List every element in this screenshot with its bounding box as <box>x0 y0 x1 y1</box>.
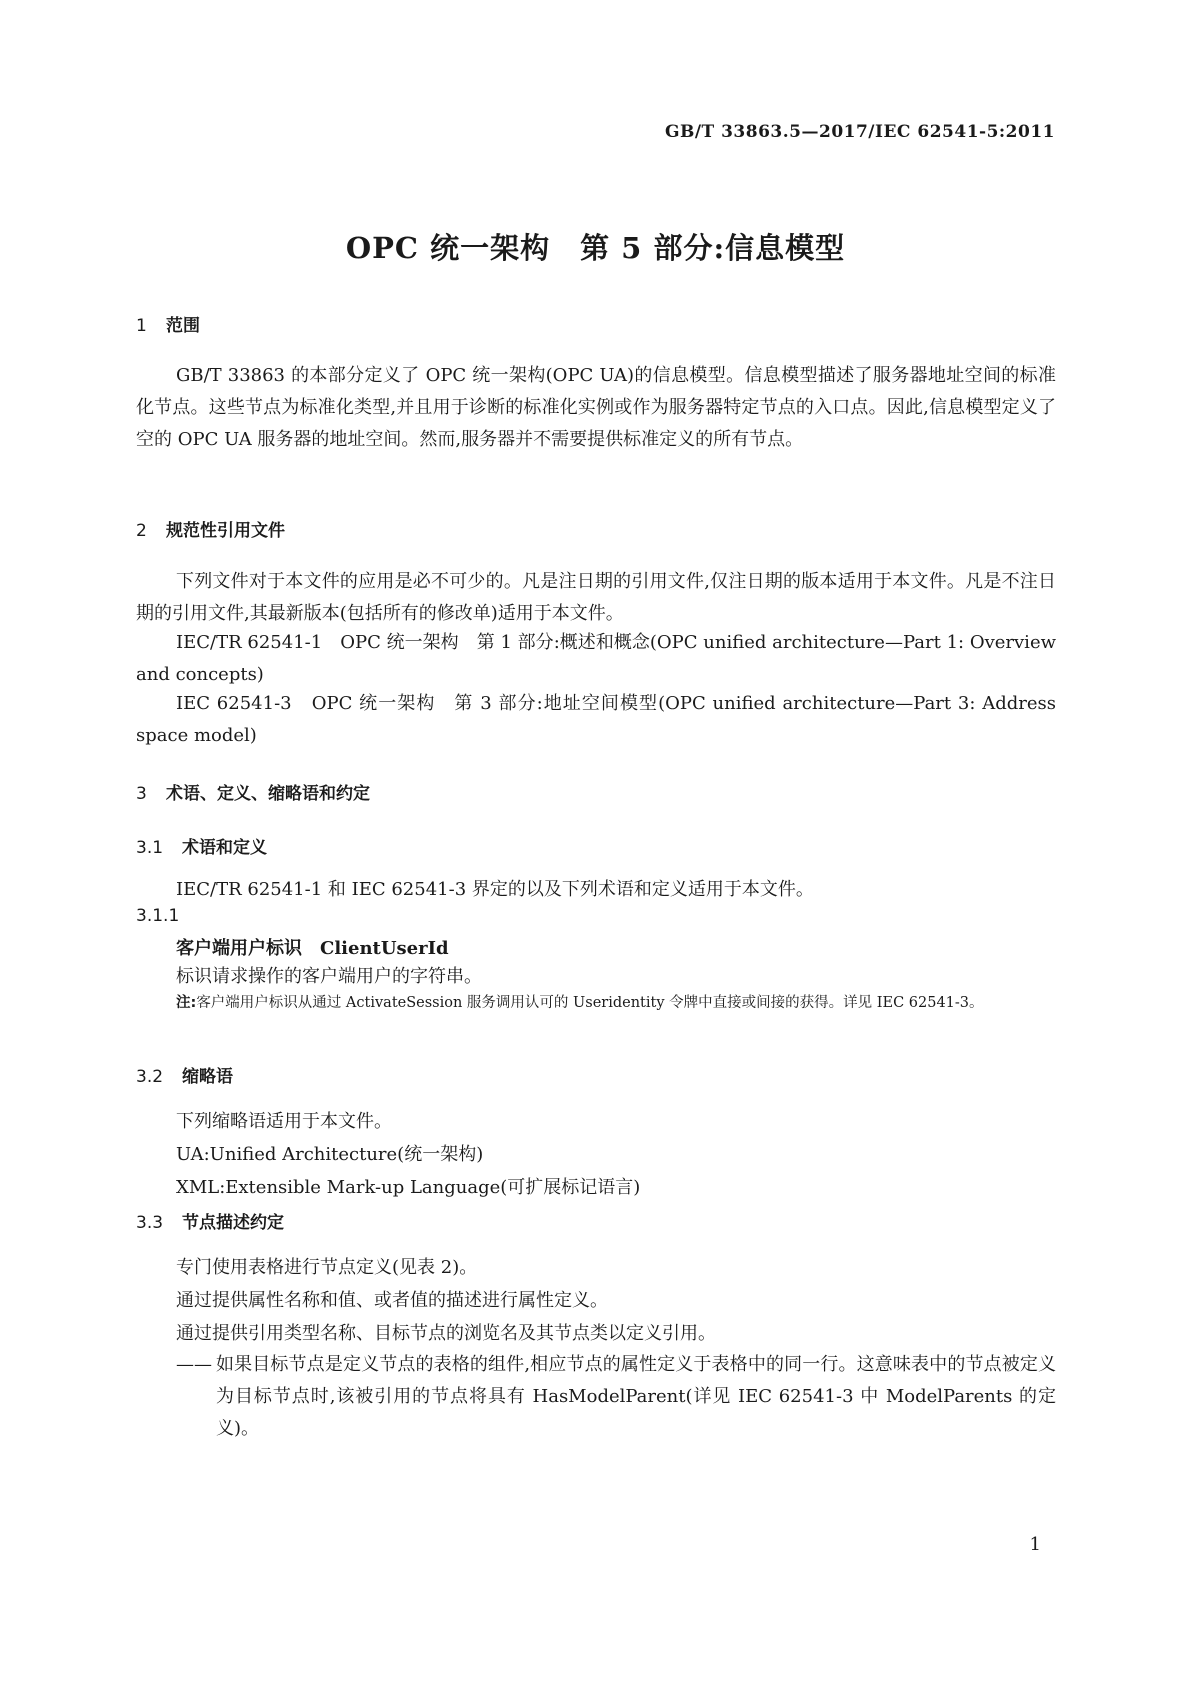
section-number: 1 <box>136 316 147 336</box>
section-number: 3.1 <box>136 838 164 858</box>
bullet-text: 如果目标节点是定义节点的表格的组件,相应节点的属性定义于表格中的同一行。这意味表中的节点被定义为目标节点时,该被引用的节点将具有 HasModelParent(详见 IEC 62541-3 中 ModelParents 的定义)。 <box>216 1354 1056 1439</box>
section-3-3-heading <box>136 1208 284 1233</box>
paragraph: GB/T 33863 的本部分定义了 OPC 统一架构(OPC UA)的信息模型。信息模型描述了服务器地址空间的标准化节点。这些节点为标准化类型,并且用于诊断的标准化实例或作为服务器特定节点的入口点。因此,信息模型定义了空的 OPC UA 服务器的地址空间。然而,服务器并不需要提供标准定义的所有节点。 <box>136 365 1056 450</box>
section-2-heading <box>136 516 285 541</box>
note-text: 客户端用户标识从通过 ActivateSession 服务调用认可的 Useridentity 令牌中直接或间接的获得。详见 IEC 62541-3。 <box>196 995 984 1011</box>
section-number: 3.2 <box>136 1067 164 1087</box>
dash-marker: —— <box>176 1354 212 1375</box>
section-3-1-heading <box>136 833 267 858</box>
abbreviations-intro: 下列缩略语适用于本文件。 <box>176 1111 392 1132</box>
section-number: 3.3 <box>136 1213 164 1233</box>
abbreviation-item: XML:Extensible Mark-up Language(可扩展标记语言) <box>176 1177 641 1198</box>
convention-bullet <box>176 1349 1056 1445</box>
section-3-2-heading <box>136 1062 233 1087</box>
section-title: 术语和定义 <box>182 838 267 858</box>
section-title: 规范性引用文件 <box>166 521 285 541</box>
section-number: 2 <box>136 521 147 541</box>
section-title: 范围 <box>166 316 200 336</box>
section-title: 节点描述约定 <box>182 1213 284 1233</box>
section-2-body <box>136 566 1056 752</box>
section-number: 3 <box>136 784 147 804</box>
section-title: 缩略语 <box>182 1067 233 1087</box>
terms-intro: IEC/TR 62541-1 和 IEC 62541-3 界定的以及下列术语和定义适用于本文件。 <box>176 879 814 900</box>
convention-line: 专门使用表格进行节点定义(见表 2)。 <box>176 1257 478 1278</box>
abbreviation-item: UA:Unified Architecture(统一架构) <box>176 1144 484 1165</box>
convention-line: 通过提供引用类型名称、目标节点的浏览名及其节点类以定义引用。 <box>176 1323 716 1344</box>
section-title: 术语、定义、缩略语和约定 <box>166 784 370 804</box>
reference-item: IEC 62541-3 OPC 统一架构 第 3 部分:地址空间模型(OPC unified architecture—Part 3: Address space model) <box>136 693 1056 746</box>
term-definition: 标识请求操作的客户端用户的字符串。 <box>176 966 482 987</box>
convention-line: 通过提供属性名称和值、或者值的描述进行属性定义。 <box>176 1290 608 1311</box>
document-title: OPC 统一架构 第 5 部分:信息模型 <box>345 231 846 265</box>
term-name: 客户端用户标识 ClientUserId <box>176 938 449 959</box>
page-number: 1 <box>1029 1534 1041 1555</box>
term-note <box>176 990 1056 1016</box>
section-1-body <box>136 360 1056 456</box>
note-label: 注: <box>176 995 197 1011</box>
paragraph: 下列文件对于本文件的应用是必不可少的。凡是注日期的引用文件,仅注日期的版本适用于本文件。凡是不注日期的引用文件,其最新版本(包括所有的修改单)适用于本文件。 <box>136 571 1056 624</box>
term-number: 3.1.1 <box>136 906 180 926</box>
reference-item: IEC/TR 62541-1 OPC 统一架构 第 1 部分:概述和概念(OPC unified architecture—Part 1: Overview and concepts) <box>136 632 1056 685</box>
section-1-heading <box>136 311 200 336</box>
section-3-heading <box>136 779 370 804</box>
standard-number: GB/T 33863.5—2017/IEC 62541-5:2011 <box>664 122 1055 142</box>
